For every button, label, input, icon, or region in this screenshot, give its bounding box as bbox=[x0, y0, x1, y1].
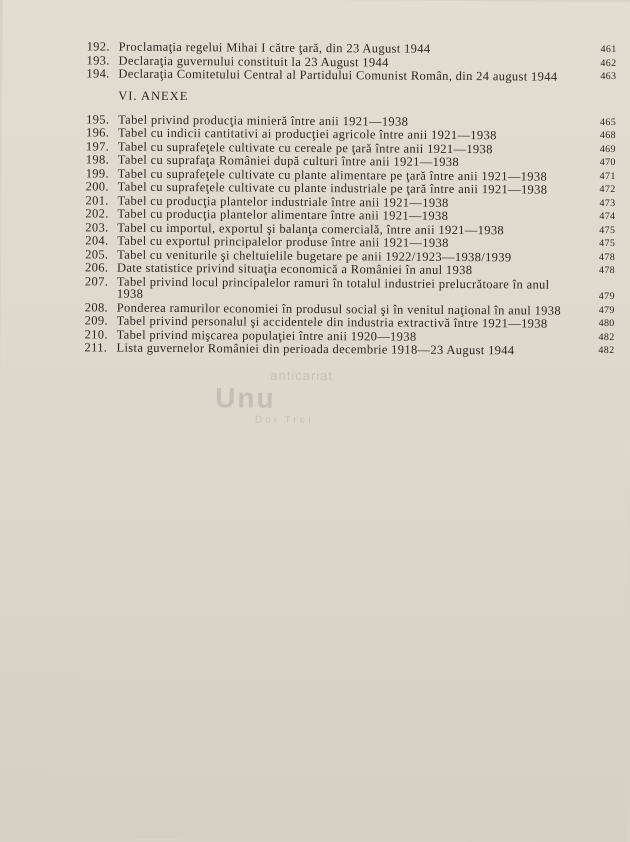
entry-number: 206. bbox=[85, 260, 109, 275]
entry-title: Declaraţia Comitetului Central al Partidului Comunist Român, din 24 august 1944 bbox=[118, 66, 558, 84]
entry-title: Tabel privind personalul şi accidentele din industria extractivă între 1921—1938 bbox=[116, 313, 548, 331]
entry-title: Proclamaţia regelui Mihai I către ţară, din 23 August 1944 bbox=[118, 39, 431, 56]
entry-number: 208. bbox=[84, 299, 109, 315]
entry-title: Tabel cu suprafaţa României după culturi între anii 1921—1938 bbox=[117, 152, 460, 169]
entry-page: 469 bbox=[599, 143, 616, 155]
toc-entry-207 bbox=[85, 275, 615, 304]
entry-title: Tabel cu exportul principalelor produse între anii 1921—1938 bbox=[117, 233, 449, 250]
entry-number: 195. bbox=[86, 111, 110, 127]
entry-number: 193. bbox=[86, 52, 110, 68]
entry-title: Tabel privind producţia minieră între anii 1921—1938 bbox=[118, 112, 409, 129]
entry-number: 198. bbox=[85, 152, 110, 167]
entry-number: 211. bbox=[84, 340, 108, 355]
table-of-contents bbox=[84, 40, 616, 358]
section-title: VI. ANEXE bbox=[118, 88, 189, 103]
entry-title: Tabel cu producţia plantelor industriale între anii 1921—1938 bbox=[117, 193, 449, 210]
entry-page: 482 bbox=[598, 344, 615, 357]
entry-page: 475 bbox=[599, 237, 616, 250]
entry-page: 465 bbox=[599, 116, 617, 128]
entry-title: Tabel cu indicii cantitativi ai producţiei agricole între anii 1921—1938 bbox=[117, 125, 497, 143]
entry-number: 210. bbox=[84, 326, 108, 342]
entry-page: 482 bbox=[598, 331, 615, 343]
entry-number: 202. bbox=[85, 206, 109, 221]
entry-title: Declaraţia guvernului constituit la 23 August 1944 bbox=[118, 53, 389, 70]
entry-number: 196. bbox=[85, 125, 110, 140]
entry-page: 473 bbox=[599, 197, 616, 209]
entry-number: 197. bbox=[85, 138, 110, 154]
entry-page: 479 bbox=[598, 304, 615, 316]
entry-page: 472 bbox=[599, 183, 616, 196]
watermark: anticariat Unu Doi Trei bbox=[215, 367, 334, 426]
entry-page: 478 bbox=[598, 264, 616, 277]
entry-number: 194. bbox=[86, 66, 110, 81]
entry-title: Lista guvernelor României din perioada decembrie 1918—23 August 1944 bbox=[116, 340, 515, 358]
entry-title: Tabel cu importul, exportul şi balanţa comercială, între anii 1921—1938 bbox=[117, 220, 505, 237]
entry-title: Tabel privind mişcarea populaţiei între anii 1920—1938 bbox=[116, 327, 417, 344]
entry-page: 478 bbox=[599, 251, 616, 263]
entry-number: 205. bbox=[85, 246, 109, 262]
entry-title: Date statistice privind situaţia economică a României în anul 1938 bbox=[117, 260, 473, 278]
entry-number: 201. bbox=[85, 192, 109, 208]
toc-annex-list bbox=[84, 113, 616, 358]
entry-page: 462 bbox=[600, 57, 617, 69]
entry-title: Tabel cu suprafeţele cultivate cu cereale pe ţară între anii 1921—1938 bbox=[117, 139, 493, 156]
entry-page: 463 bbox=[600, 70, 617, 83]
toc-entry-211 bbox=[84, 341, 614, 357]
entry-number: 199. bbox=[85, 165, 110, 181]
entry-page: 474 bbox=[599, 210, 616, 223]
entry-number: 207. bbox=[84, 273, 109, 289]
entry-page: 471 bbox=[599, 170, 616, 182]
entry-page: 475 bbox=[599, 224, 616, 236]
entry-title: Tabel privind locul principalelor ramuri în totalul industriei prelucrătoare în anul 1938 bbox=[116, 274, 550, 301]
entry-number: 209. bbox=[84, 313, 109, 328]
entry-number: 203. bbox=[85, 219, 109, 235]
entry-title: Ponderea ramurilor economiei în produsul social şi în venitul naţional în anul 1938 bbox=[116, 300, 562, 318]
entry-page: 480 bbox=[598, 317, 615, 330]
toc-entry-194 bbox=[86, 67, 616, 83]
entry-title: Tabel cu producţia plantelor alimentare între anii 1921—1938 bbox=[117, 206, 449, 223]
entry-page: 461 bbox=[600, 43, 617, 56]
entry-title: Tabel cu suprafeţele cultivate cu plante alimentare pe ţară între anii 1921—1938 bbox=[117, 166, 548, 184]
entry-number: 204. bbox=[85, 233, 109, 248]
entry-number: 200. bbox=[85, 179, 109, 194]
entry-title: Tabel cu veniturile şi cheltuielile bugetare pe anii 1922/1923—1938/1939 bbox=[117, 247, 512, 264]
entry-page: 468 bbox=[599, 129, 617, 142]
entry-title: Tabel cu suprafeţele cultivate cu plante industriale pe ţară între anii 1921—1938 bbox=[117, 179, 548, 197]
entry-page: 479 bbox=[598, 290, 615, 303]
entry-number: 192. bbox=[86, 39, 110, 54]
entry-page: 470 bbox=[599, 156, 616, 169]
